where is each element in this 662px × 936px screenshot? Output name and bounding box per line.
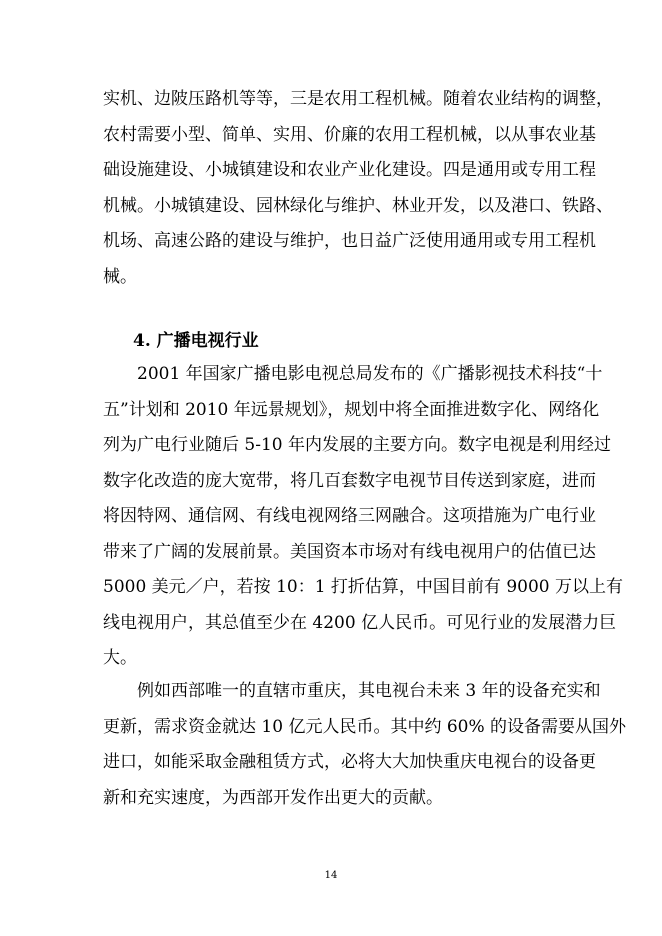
section-heading-broadcasting: 4. 广播电视行业 (133, 331, 259, 351)
text-line: 农村需要小型、简单、实用、价廉的农用工程机械，以从事农业基 (103, 124, 596, 145)
text-line: 机场、高速公路的建设与维护，也日益广泛使用通用或专用工程机 (103, 231, 596, 251)
text-line: 大。 (103, 648, 137, 668)
paragraph-engineering-machinery (103, 82, 613, 295)
text-line: 机械。小城镇建设、园林绿化与维护、林业开发，以及港口、铁路、 (103, 195, 613, 216)
text-line: 列为广电行业随后 5-10 年内发展的主要方向。数字电视是利用经过 (103, 435, 611, 455)
text-line: 五”计划和 2010 年远景规划》，规划中将全面推进数字化、网络化 (103, 399, 600, 420)
text-line: 将因特网、通信网、有线电视网络三网融合。这项措施为广电行业 (103, 506, 596, 526)
text-line: 数字化改造的庞大宽带，将几百套数字电视节目传送到家庭，进而 (103, 470, 596, 491)
text-line: 新和充实速度，为西部开发作出更大的贡献。 (103, 787, 443, 808)
page-number: 14 (324, 870, 338, 881)
paragraph-chongqing-example (103, 674, 627, 816)
text-line: 进口，如能采取金融租赁方式，必将大大加快重庆电视台的设备更 (103, 752, 596, 772)
text-line: 实机、边陂压路机等等，三是农用工程机械。随着农业结构的调整， (103, 89, 613, 109)
paragraph-broadcasting-industry (103, 357, 623, 677)
text-line: 2001 年国家广播电影电视总局发布的《广播影视技术科技“十 (103, 364, 603, 384)
text-line: 础设施建设、小城镇建设和农业产业化建设。四是通用或专用工程 (103, 160, 596, 180)
text-line: 5000 美元／户，若按 10：1 打折估算，中国目前有 9000 万以上有 (103, 577, 623, 597)
text-line: 线电视用户，其总值至少在 4200 亿人民币。可见行业的发展潜力巨 (103, 612, 617, 633)
text-line: 更新，需求资金就达 10 亿元人民币。其中约 60% 的设备需要从国外 (103, 716, 627, 737)
text-line: 带来了广阔的发展前景。美国资本市场对有线电视用户的估值已达 (103, 541, 596, 562)
text-line: 械。 (103, 266, 137, 287)
text-line: 例如西部唯一的直辖市重庆，其电视台未来 3 年的设备充实和 (103, 681, 601, 701)
